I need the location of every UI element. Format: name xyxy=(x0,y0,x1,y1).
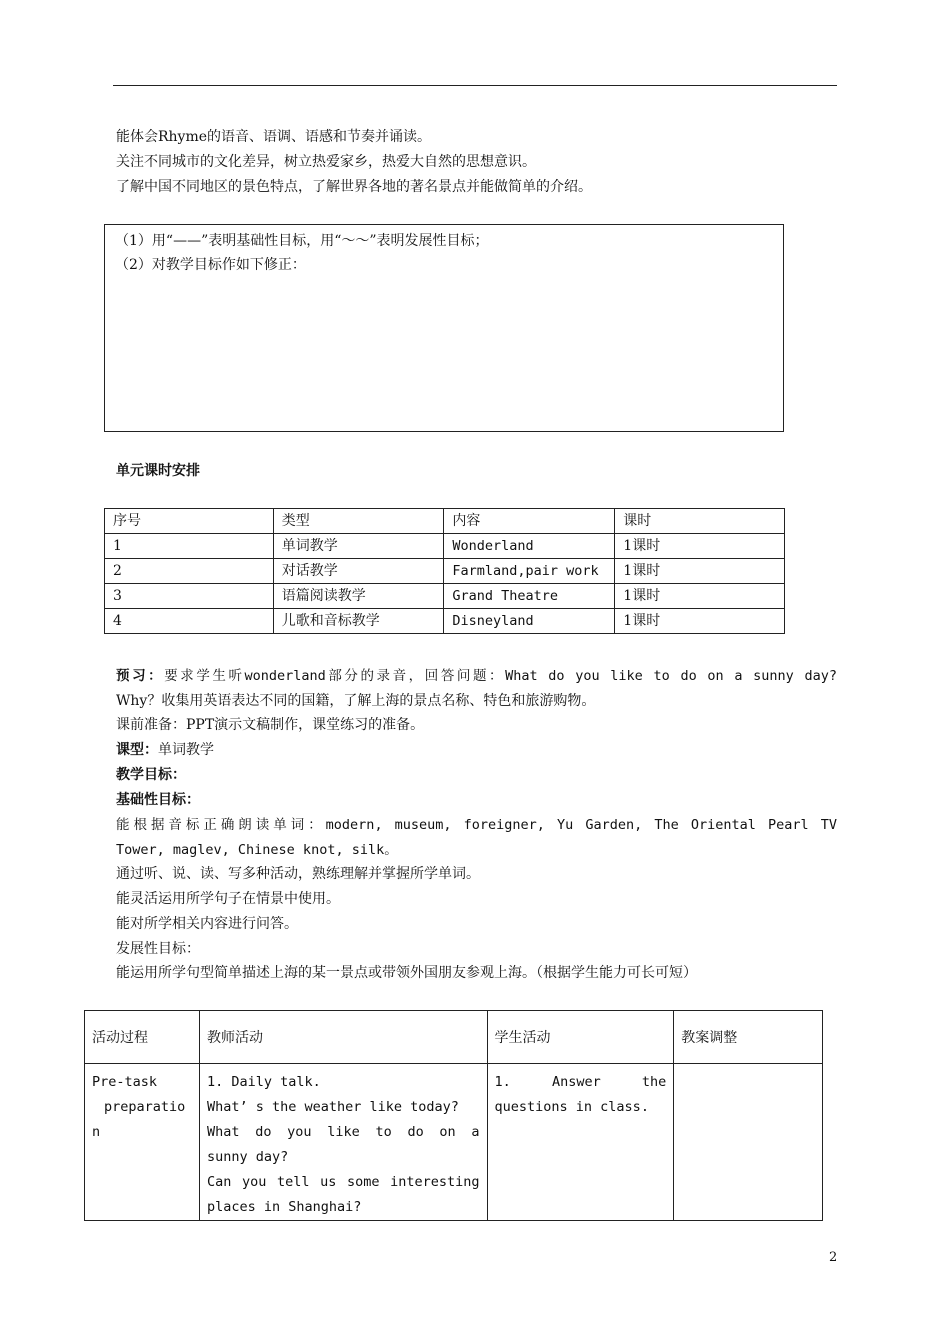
table-cell: Farmland,pair work xyxy=(444,559,615,584)
teacher-line: places in Shanghai? xyxy=(206,1199,362,1215)
activity-process-table xyxy=(84,1010,823,1221)
header-cell: 活动过程 xyxy=(85,1011,200,1064)
lesson-type-label: 课型： xyxy=(116,742,158,758)
intro-line: 关注不同城市的文化差异，树立热爱家乡，热爱大自然的思想意识。 xyxy=(116,154,536,170)
header-cell: 学生活动 xyxy=(487,1011,674,1064)
intro-line: 能体会Rhyme的语音、语调、语感和节奏并诵读。 xyxy=(116,129,432,145)
student-line: 1. Answer the xyxy=(494,1074,667,1090)
table-cell: 单词教学 xyxy=(273,534,444,559)
preview-label: 预习： xyxy=(116,668,165,684)
teacher-line: Can you tell us some interesting xyxy=(206,1174,480,1190)
header-cell: 类型 xyxy=(273,509,444,534)
page-number: 2 xyxy=(829,1250,838,1265)
table-row xyxy=(105,534,785,559)
prep-line: 课前准备：PPT演示文稿制作，课堂练习的准备。 xyxy=(116,717,425,733)
table-cell: 1课时 xyxy=(615,609,785,634)
table-cell: Wonderland xyxy=(444,534,615,559)
teacher-line: What’ s the weather like today? xyxy=(206,1099,459,1115)
table-header-row xyxy=(85,1011,823,1064)
teacher-line: What do you like to do on a xyxy=(206,1124,480,1140)
table-cell: Grand Theatre xyxy=(444,584,615,609)
stage-line: n xyxy=(92,1124,101,1140)
basic-objectives-label: 基础性目标： xyxy=(116,792,200,808)
table-cell: 语篇阅读教学 xyxy=(273,584,444,609)
stage-cell xyxy=(85,1064,200,1221)
plan-adjustment-cell xyxy=(674,1064,823,1221)
header-cell: 教案调整 xyxy=(674,1011,823,1064)
table-cell: 1 xyxy=(105,534,274,559)
development-objective-line: 能运用所学句型简单描述上海的某一景点或带领外国朋友参观上海。（根据学生能力可长可短） xyxy=(116,965,697,981)
student-line: questions in class. xyxy=(494,1099,649,1115)
basic-objective-line: 能灵活运用所学句子在情景中使用。 xyxy=(116,891,340,907)
preview-line: Why？收集用英语表达不同的国籍，了解上海的景点名称、特色和旅游购物。 xyxy=(116,693,596,709)
stage-line: Pre-task xyxy=(92,1074,158,1090)
table-cell: 3 xyxy=(105,584,274,609)
student-activity-cell xyxy=(487,1064,674,1221)
table-cell: 儿歌和音标教学 xyxy=(273,609,444,634)
table-row xyxy=(105,609,785,634)
header-cell: 课时 xyxy=(615,509,785,534)
table-header-row xyxy=(105,509,785,534)
header-cell: 教师活动 xyxy=(199,1011,487,1064)
development-objectives-label: 发展性目标： xyxy=(116,941,200,957)
table-cell: 4 xyxy=(105,609,274,634)
teacher-line: 1. Daily talk. xyxy=(206,1074,321,1090)
teacher-activity-cell xyxy=(199,1064,487,1221)
objectives-label: 教学目标： xyxy=(116,767,186,783)
table-row xyxy=(105,584,785,609)
table-cell: Disneyland xyxy=(444,609,615,634)
table-cell: 1课时 xyxy=(615,534,785,559)
intro-line: 了解中国不同地区的景色特点，了解世界各地的著名景点并能做简单的介绍。 xyxy=(116,179,592,195)
table-cell: 1课时 xyxy=(615,559,785,584)
header-cell: 序号 xyxy=(105,509,274,534)
basic-objective-line: 能根据音标正确朗读单词：modern, museum, foreigner, Yu Garden, The Oriental Pearl TV xyxy=(116,817,837,833)
header-rule xyxy=(113,85,837,86)
table-cell: 对话教学 xyxy=(273,559,444,584)
note-line: （1）用“——”表明基础性目标，用“～～”表明发展性目标； xyxy=(115,233,489,249)
table-row xyxy=(105,559,785,584)
basic-objective-line: Tower, maglev, Chinese knot, silk。 xyxy=(116,842,398,858)
basic-objective-line: 能对所学相关内容进行问答。 xyxy=(116,916,298,932)
schedule-table xyxy=(104,508,785,634)
lesson-type-line xyxy=(116,741,214,759)
table-row xyxy=(85,1064,823,1221)
stage-line: preparatio xyxy=(104,1099,186,1115)
preview-text: 要求学生听wonderland部分的录音，回答问题：What do you like to do on a sunny day? xyxy=(164,668,837,684)
schedule-title: 单元课时安排 xyxy=(116,463,200,479)
lesson-type-value: 单词教学 xyxy=(158,742,214,758)
basic-objective-line: 通过听、说、读、写多种活动，熟练理解并掌握所学单词。 xyxy=(116,866,480,882)
header-cell: 内容 xyxy=(444,509,615,534)
note-line: （2）对教学目标作如下修正： xyxy=(115,257,306,273)
teacher-line: sunny day? xyxy=(206,1149,289,1165)
table-cell: 1课时 xyxy=(615,584,785,609)
note-box xyxy=(104,224,784,432)
table-cell: 2 xyxy=(105,559,274,584)
preview-line xyxy=(116,667,837,685)
